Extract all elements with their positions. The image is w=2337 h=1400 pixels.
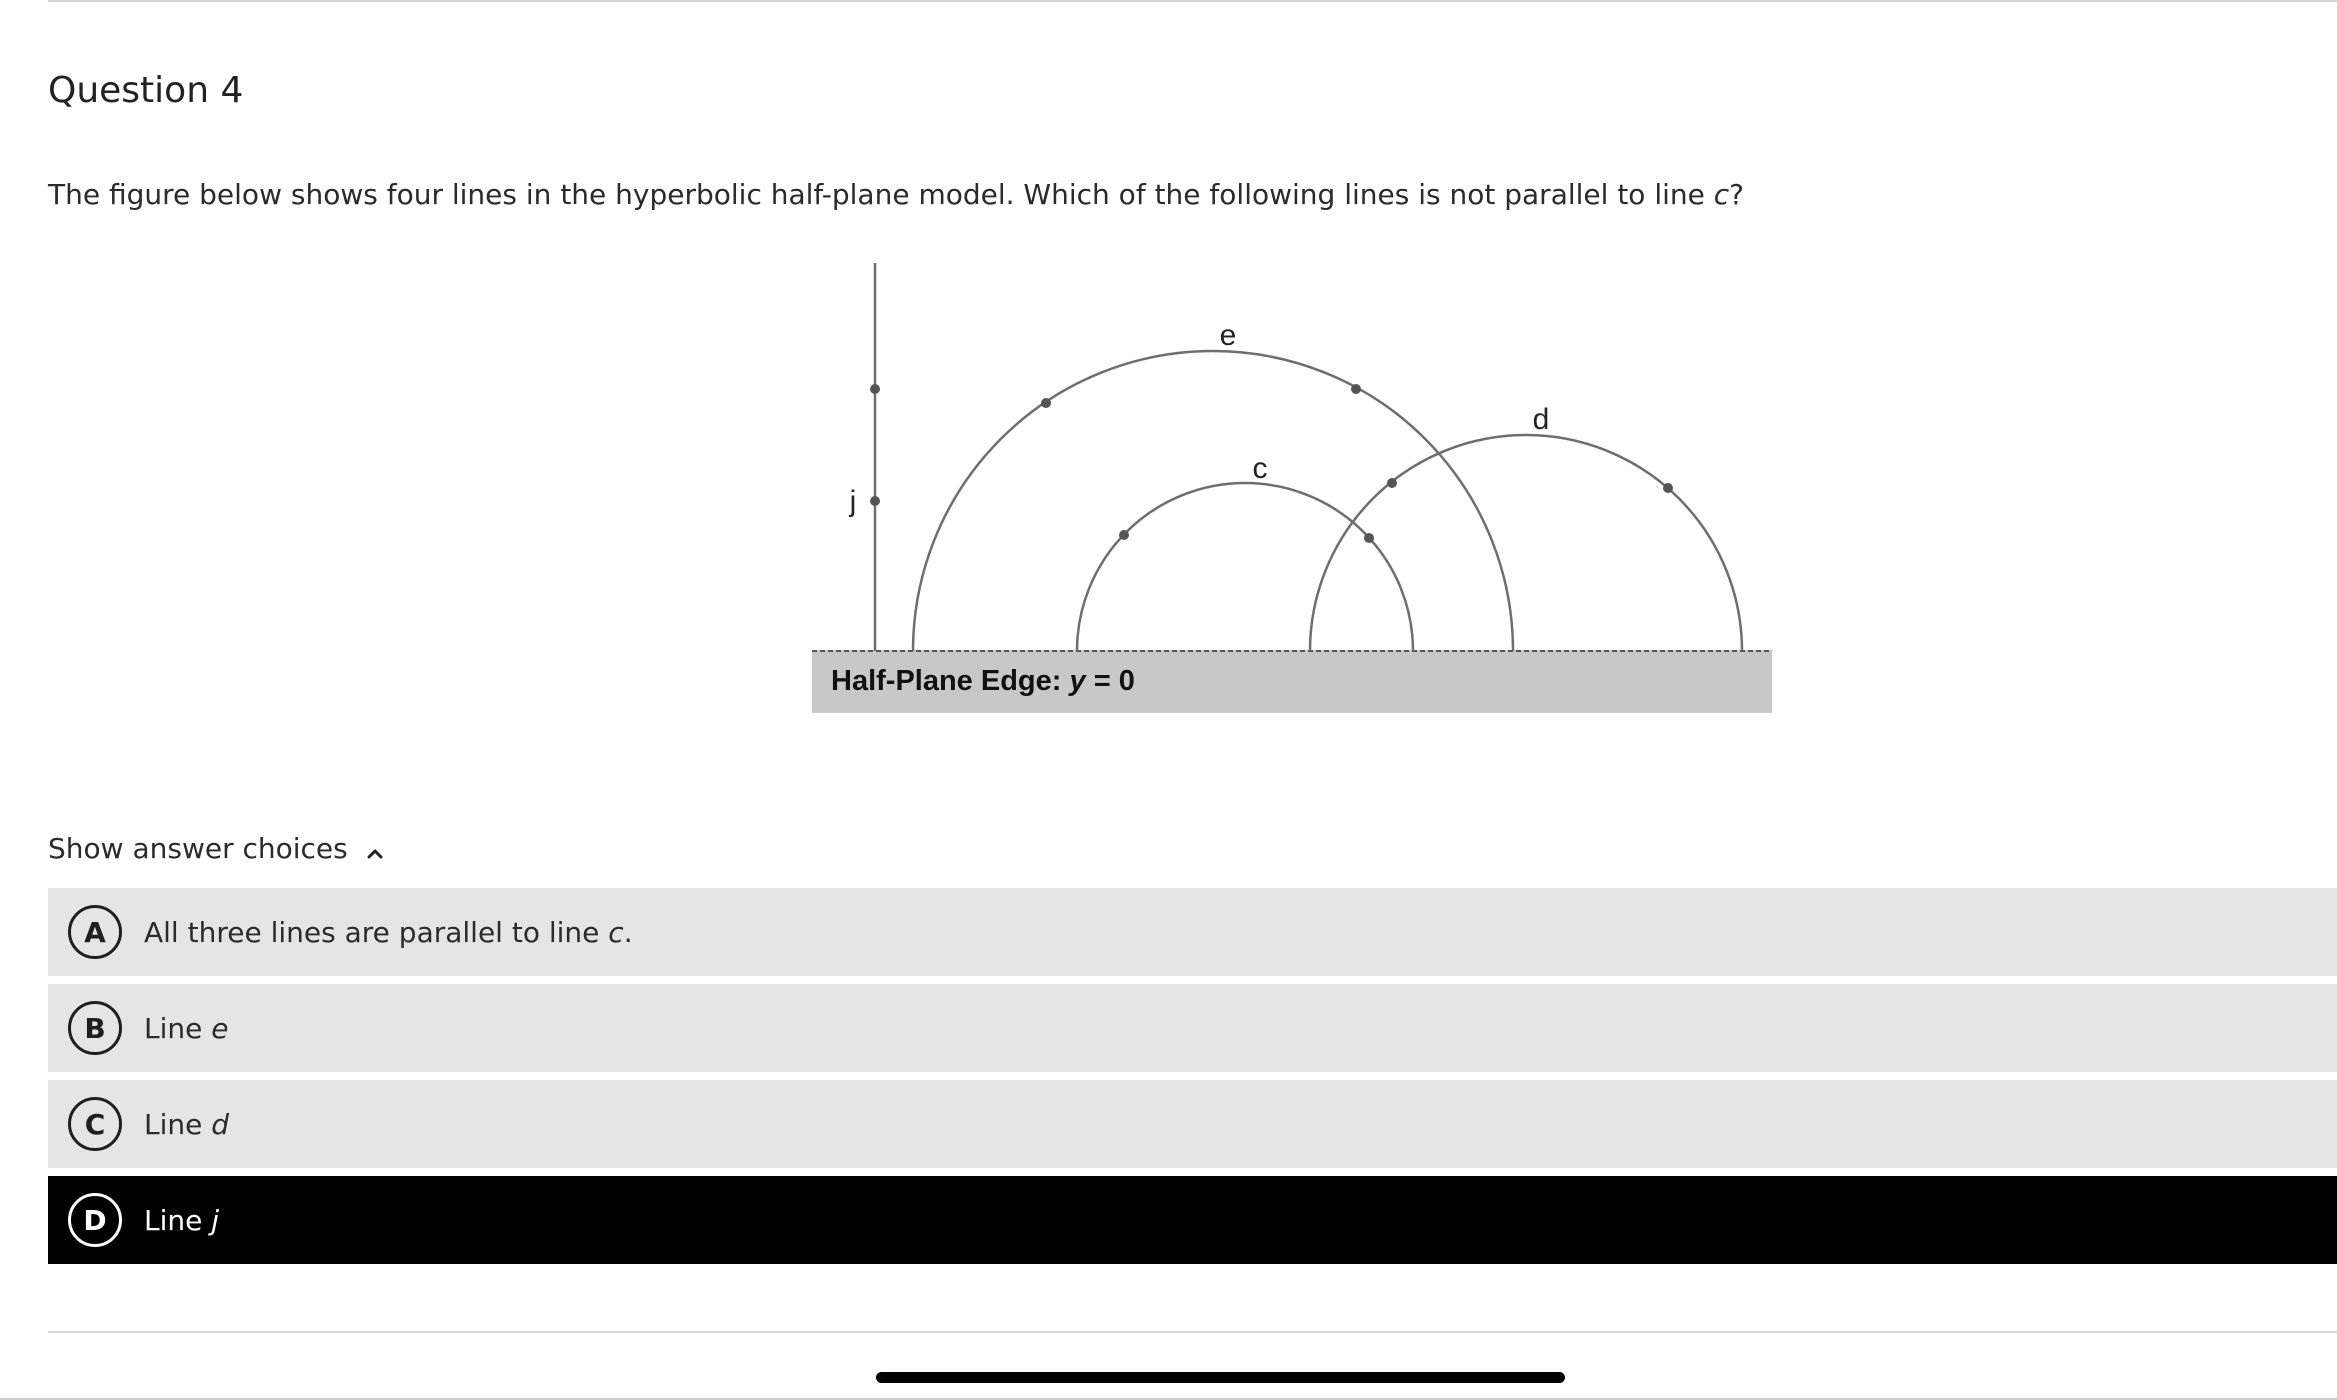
line-d-point <box>1387 478 1397 488</box>
line-j-point <box>870 496 880 506</box>
prompt-variable: c <box>1713 178 1730 211</box>
choice-d-var: j <box>211 1203 220 1237</box>
line-c-point <box>1364 533 1374 543</box>
choice-c-var: d <box>211 1107 230 1141</box>
line-e-point <box>1041 398 1051 408</box>
prompt-text: The figure below shows four lines in the hyperbolic half-plane model. Which of the following lines is not parallel to line <box>48 178 1714 211</box>
edge-caption-prefix: Half-Plane Edge: <box>831 665 1070 697</box>
answer-choice-d[interactable] <box>48 1176 2337 1264</box>
choice-c-text: Line <box>144 1107 212 1141</box>
line-d-point <box>1663 483 1673 493</box>
line-e-point <box>1351 384 1361 394</box>
choice-text-d <box>144 1204 219 1237</box>
edge-caption-var: y <box>1069 665 1086 697</box>
choice-a-var: c <box>608 915 624 949</box>
home-indicator[interactable] <box>876 1372 1565 1383</box>
choice-d-text: Line <box>144 1203 212 1237</box>
show-answer-choices-toggle[interactable] <box>48 832 386 865</box>
answer-choice-b[interactable] <box>48 984 2337 1072</box>
answer-choice-a[interactable] <box>48 888 2337 976</box>
top-divider <box>48 0 2337 2</box>
edge-caption <box>831 665 1135 697</box>
toggle-label: Show answer choices <box>48 832 348 865</box>
answer-choice-c[interactable] <box>48 1080 2337 1168</box>
choice-b-var: e <box>211 1011 229 1045</box>
label-c: c <box>1252 452 1268 485</box>
choice-text-c <box>144 1108 229 1141</box>
question-prompt <box>48 178 1744 211</box>
choice-letter-a: A <box>68 905 122 959</box>
answer-choices <box>48 888 2337 1272</box>
choice-letter-c: C <box>68 1097 122 1151</box>
edge-caption-suffix: = 0 <box>1085 665 1135 697</box>
label-e: e <box>1219 319 1237 352</box>
choice-a-suffix: . <box>623 915 633 949</box>
choice-letter-d: D <box>68 1193 122 1247</box>
hyperbolic-figure <box>810 255 1775 720</box>
choice-letter-b: B <box>68 1001 122 1055</box>
choice-a-text: All three lines are parallel to line <box>144 915 609 949</box>
choice-b-text: Line <box>144 1011 212 1045</box>
label-d: d <box>1532 403 1550 436</box>
prompt-end: ? <box>1729 178 1745 211</box>
line-j-point <box>870 384 880 394</box>
choice-text-b <box>144 1012 229 1045</box>
label-j: j <box>849 485 857 518</box>
figure-svg <box>810 255 1775 720</box>
choice-text-a <box>144 916 633 949</box>
question-title: Question 4 <box>48 70 244 111</box>
line-e <box>913 351 1513 651</box>
chevron-up-icon <box>364 838 386 860</box>
bottom-divider <box>48 1331 2337 1333</box>
line-c-point <box>1119 530 1129 540</box>
